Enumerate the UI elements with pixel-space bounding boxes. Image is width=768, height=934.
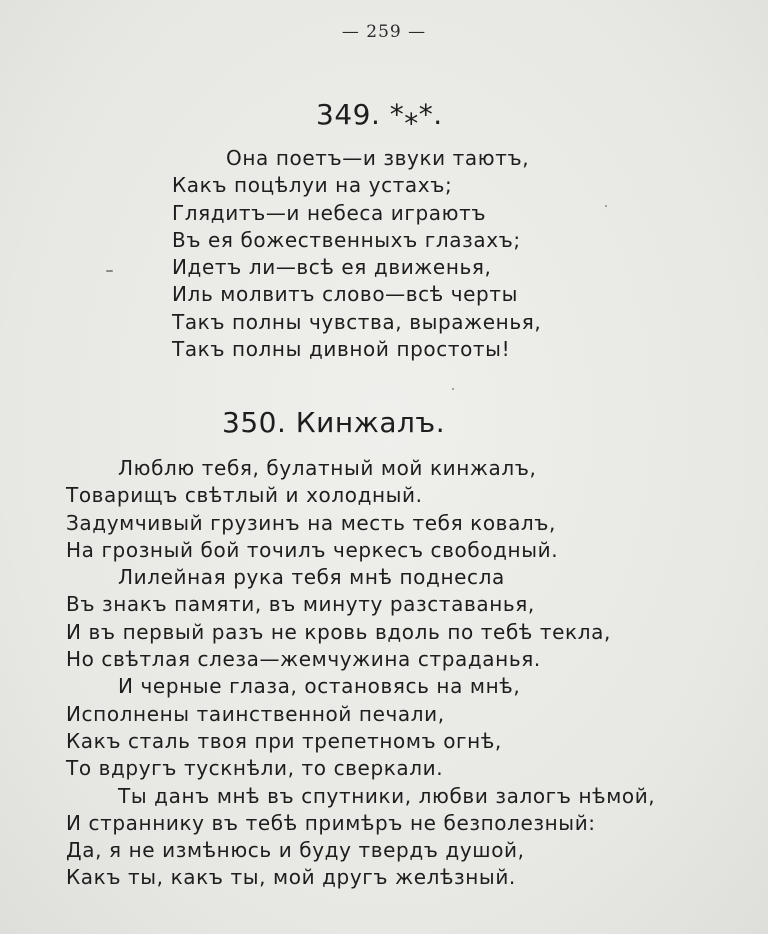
- poem-line: Товарищъ свѣтлый и холодный.: [66, 483, 423, 508]
- poem-line: И черные глаза, остановясь на мнѣ,: [118, 674, 521, 699]
- poem-line: Да, я не измѣнюсь и буду твердъ душой,: [66, 838, 525, 863]
- poem-350-text: [66, 455, 655, 892]
- poem-line: Она поетъ—и звуки таютъ,: [226, 146, 530, 170]
- poem-line: Глядитъ—и небеса играютъ: [172, 200, 487, 225]
- paper-speck: [605, 205, 607, 207]
- poem-line: Какъ сталь твоя при трепетномъ огнѣ,: [66, 728, 502, 753]
- poem-line: Въ знакъ памяти, въ минуту разставанья,: [66, 592, 535, 617]
- poem-line: Какъ ты, какъ ты, мой другъ желѣзный.: [66, 865, 516, 890]
- paper-speck: [452, 388, 454, 390]
- poem-line: На грозный бой точилъ черкесъ свободный.: [66, 537, 559, 562]
- poem-line: Исполнены таинственной печали,: [66, 701, 445, 726]
- poem-title-349: 349. *⁎*.: [316, 98, 443, 131]
- poem-line: Но свѣтлая слеза—жемчужина страданья.: [66, 647, 541, 672]
- poem-line: Ты данъ мнѣ въ спутники, любви залогъ нѣмой,: [118, 783, 656, 808]
- poem-title-350: 350. Кинжалъ.: [222, 406, 446, 439]
- poem-line: То вдругъ тускнѣли, то сверкали.: [66, 756, 444, 781]
- poem-349-text: [172, 145, 541, 363]
- page-number: — 259 —: [341, 22, 427, 42]
- poem-line: Люблю тебя, булатный мой кинжалъ,: [118, 456, 537, 480]
- poem-line: И въ первый разъ не кровь вдоль по тебѣ текла,: [66, 619, 611, 644]
- poem-line: Такъ полны дивной простоты!: [172, 337, 511, 362]
- poem-line: Задумчивый грузинъ на месть тебя ковалъ,: [66, 510, 556, 535]
- poem-line: И страннику въ тебѣ примѣръ не безполезный:: [66, 810, 596, 835]
- poem-line: Лилейная рука тебя мнѣ поднесла: [118, 565, 505, 590]
- paper-speck: [106, 270, 113, 272]
- poem-line: Какъ поцѣлуи на устахъ;: [172, 173, 453, 198]
- poem-line: Такъ полны чувства, выраженья,: [172, 309, 542, 334]
- poem-line: Въ ея божественныхъ глазахъ;: [172, 227, 521, 252]
- poem-line: Идетъ ли—всѣ ея движенья,: [172, 255, 492, 280]
- poem-line: Иль молвитъ слово—всѣ черты: [172, 282, 518, 307]
